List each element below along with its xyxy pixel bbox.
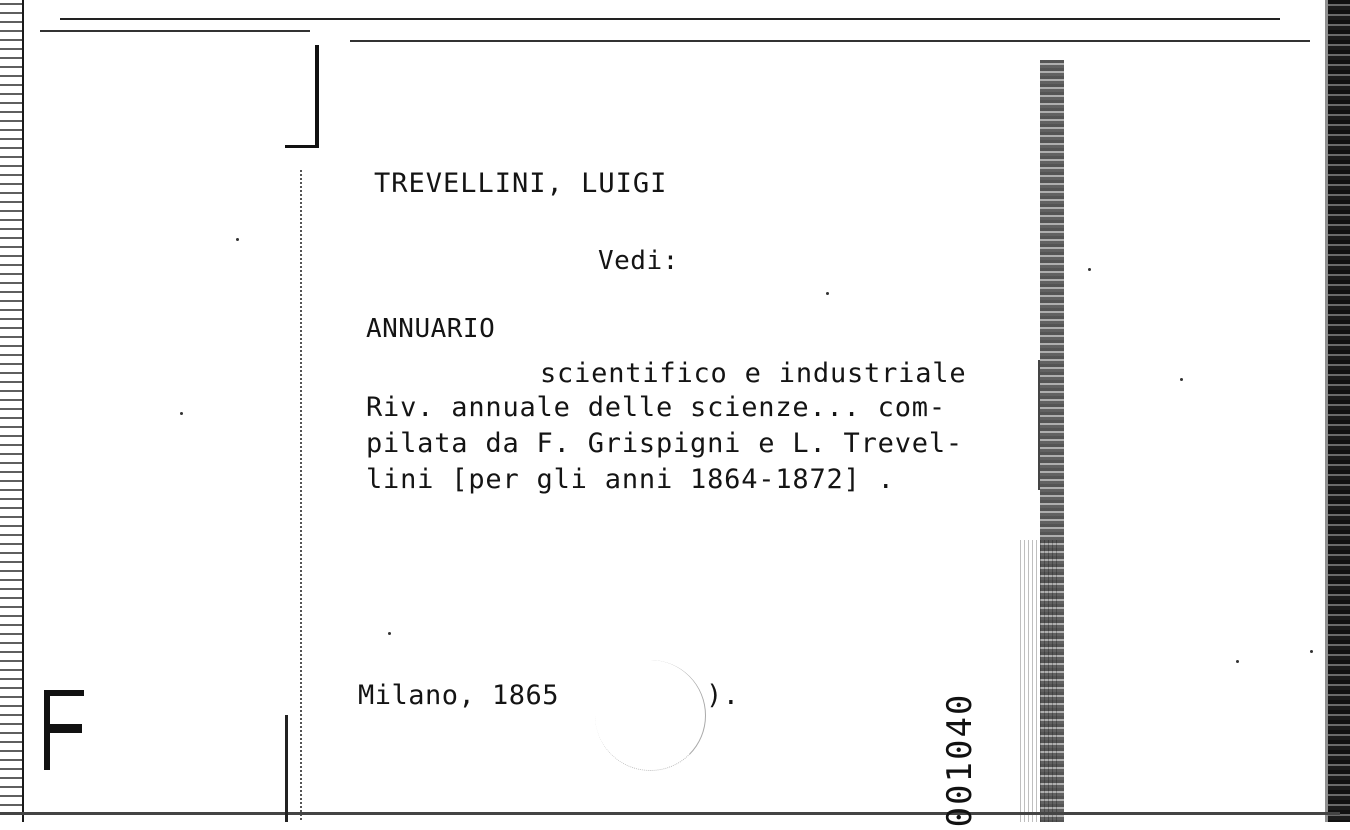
speck [1180,378,1183,381]
imprint: Milano, 1865 [358,680,560,711]
card-right-rule [1038,360,1040,490]
speck [826,292,829,295]
shelf-number: 001040 [940,692,980,828]
left-margin-strip [0,0,22,822]
f-marker-icon [44,690,84,770]
top-rule [60,18,1280,20]
card-heading: TREVELLINI, LUIGI [374,168,668,199]
bottom-rule [0,812,1340,815]
card-left-dotted-rule [300,170,302,820]
card-corner-bracket [285,45,319,148]
speck [1310,650,1313,653]
card-right-shadow [1020,540,1060,822]
body-line: pilata da F. Grispigni e L. Trevel- [366,428,963,459]
imprint-end: ). [706,680,740,711]
speck [236,238,239,241]
left-margin-line [22,0,24,822]
speck [180,412,183,415]
referenced-title: ANNUARIO [366,314,496,344]
body-line: scientifico e industriale [540,358,967,389]
body-line: lini [per gli anni 1864-1872] . [366,464,895,495]
lower-bracket [285,715,294,822]
speck [388,632,391,635]
stamp-trace [595,660,706,771]
top-rule-left [40,30,310,32]
speck [1236,660,1239,663]
top-rule-secondary [350,40,1310,42]
right-margin-strip [1328,0,1350,822]
right-margin-line [1325,0,1328,822]
body-line: Riv. annuale delle scienze... com- [366,392,946,423]
see-reference-label: Vedi: [598,246,679,276]
speck [1088,268,1091,271]
